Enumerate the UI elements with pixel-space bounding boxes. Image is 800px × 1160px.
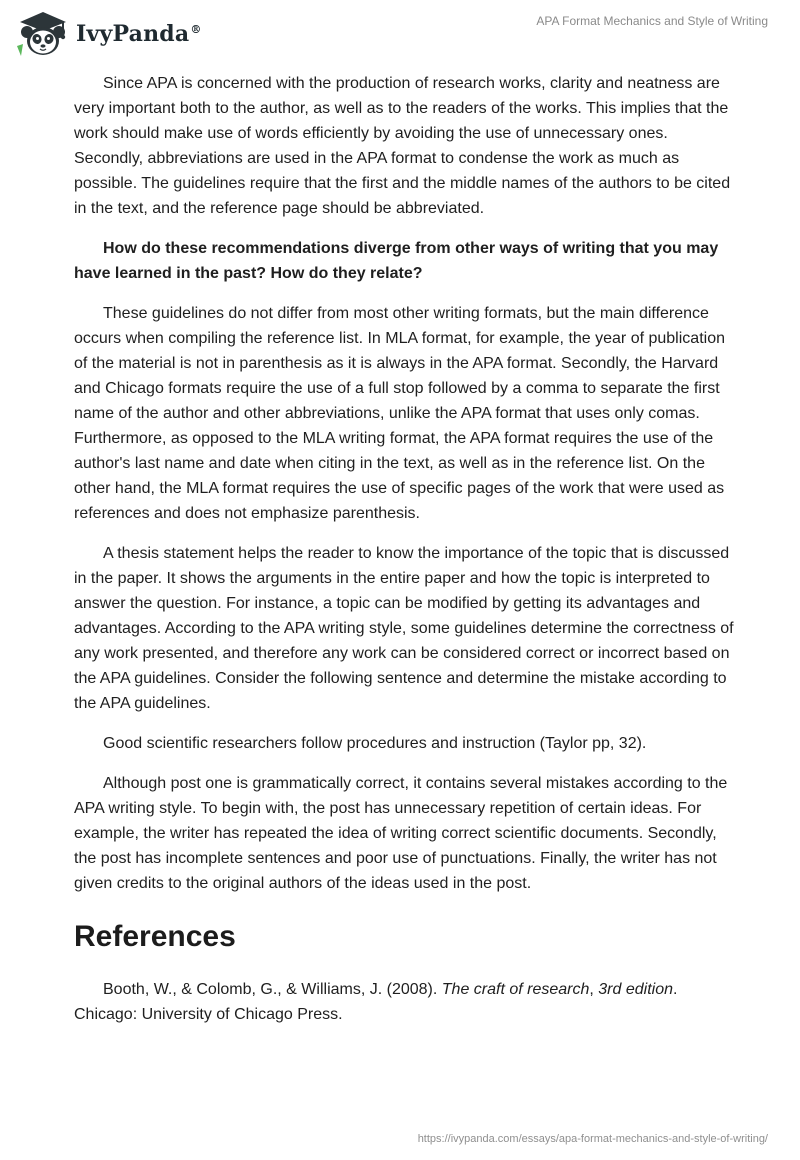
essay-content — [74, 71, 734, 1027]
reference-edition: 3rd edition — [598, 981, 673, 998]
reference-authors: Booth, W., & Colomb, G., & Williams, J. (2008). — [103, 981, 442, 998]
paragraph-2: These guidelines do not differ from most other writing formats, but the main difference occurs when compiling the reference list. In MLA format, for example, the year of publication of the material is not in parenthesis as it is always in the APA format. Secondly, the Harvard and Chicago formats require the use of a full stop followed by a comma to separate the first name of the author and other abbreviations, unlike the APA format that uses only comas. Furthermore, as opposed to the MLA writing format, the APA format requires the use of the author's last name and date when citing in the text, as well as in the reference list. On the other hand, the MLA format requires the use of specific pages of the work that were used as references and does not emphasize parenthesis. — [74, 305, 725, 522]
footer-url[interactable]: https://ivypanda.com/essays/apa-format-mechanics-and-style-of-writing/ — [417, 1133, 768, 1145]
logo-text: IvyPanda® — [76, 21, 202, 47]
page-header — [0, 0, 800, 70]
reference-publisher: . Chicago: University of Chicago Press. — [74, 981, 678, 1023]
document-title: APA Format Mechanics and Style of Writing — [536, 14, 768, 28]
paragraph-4: Good scientific researchers follow procedures and instruction (Taylor pp, 32). — [103, 735, 647, 752]
reference-title: The craft of research — [441, 981, 590, 998]
paragraph-5: Although post one is grammatically correct, it contains several mistakes according to the APA writing style. To begin with, the post has unnecessary repetition of certain ideas. For example, the writer has repeated the idea of writing correct scientific documents. Secondly, the post has incomplete sentences and poor use of punctuations. Finally, the writer has not given credits to the original authors of the ideas used in the post. — [74, 775, 728, 892]
paragraph-1: Since APA is concerned with the production of research works, clarity and neatness are very important both to the author, as well as to the readers of the works. This implies that the work should make use of words efficiently by avoiding the use of unnecessary ones. Secondly, abbreviations are used in the APA format to condense the work as much as possible. The guidelines require that the first and the middle names of the authors to be cited in the text, and the reference page should be abbreviated. — [74, 75, 731, 217]
paragraph-3: A thesis statement helps the reader to know the importance of the topic that is discussed in the paper. It shows the arguments in the entire paper and how the topic is interpreted to answer the question. For instance, a topic can be modified by getting its advantages and advantages. According to the APA writing style, some guidelines determine the correctness of any work presented, and therefore any work can be considered correct or incorrect based on the APA guidelines. Consider the following sentence and determine the mistake according to the APA guidelines. — [74, 545, 734, 712]
panda-graduate-icon — [14, 8, 72, 58]
reference-item: Booth, W., & Colomb, G., & Williams, J. (2008). The craft of research, 3rd edition. Chicago: University of Chicago Press. — [74, 981, 678, 1023]
logo[interactable] — [14, 8, 202, 58]
question-paragraph: How do these recommendations diverge from other ways of writing that you may have learned in the past? How do they relate? — [74, 240, 719, 282]
references-heading: References — [74, 920, 236, 953]
